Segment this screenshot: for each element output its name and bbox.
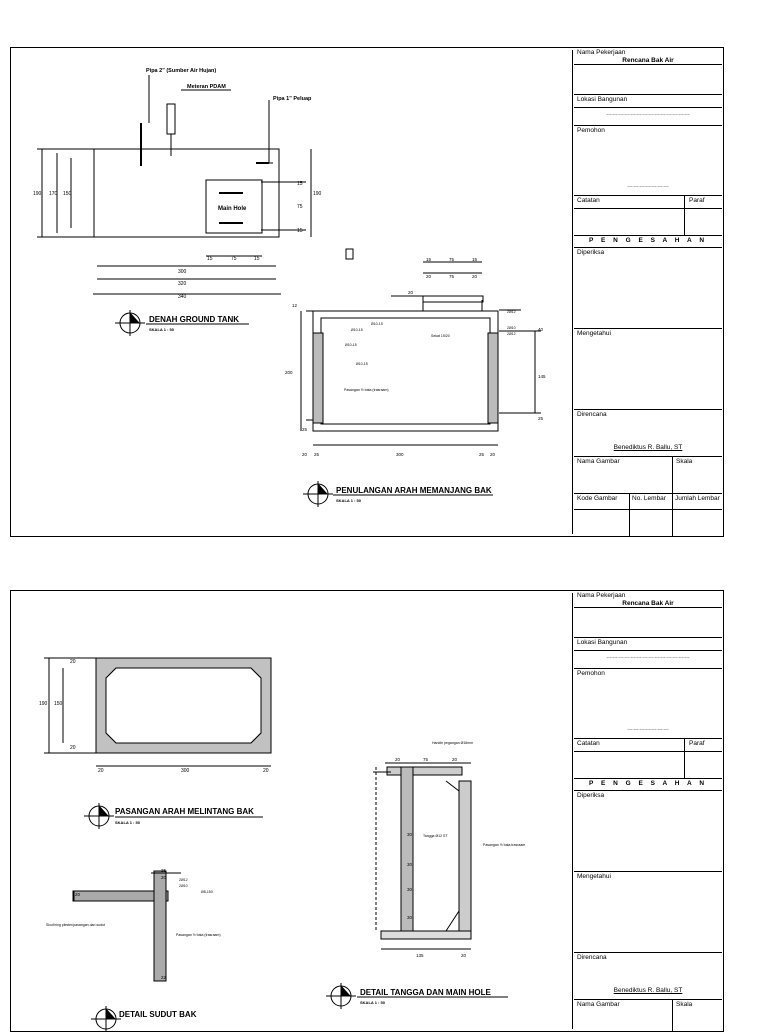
sec-bot-20: 20 bbox=[302, 452, 308, 457]
tb-lokasi-value: …………………………………… bbox=[606, 111, 690, 117]
tb-row-pemohon bbox=[574, 126, 722, 196]
tb2-row-spacer bbox=[574, 608, 722, 638]
tb2-vline bbox=[684, 739, 685, 751]
tb-pemohon-sign: ………………… bbox=[627, 183, 669, 189]
dim-190: 190 bbox=[33, 191, 42, 197]
marker-square bbox=[346, 249, 353, 259]
tb2-nama-label: Nama Pekerjaan bbox=[577, 592, 626, 599]
tb2-row-nama-gambar bbox=[574, 1000, 722, 1031]
stair-b-20: 20 bbox=[461, 953, 467, 958]
s2-dim-b20b: 20 bbox=[263, 768, 269, 774]
sec-20: 20 bbox=[408, 290, 414, 295]
stair-detail bbox=[373, 763, 471, 949]
sec-25: 25 bbox=[538, 416, 544, 421]
meter-label: Meteran PDAM bbox=[187, 84, 226, 90]
tb-row-catatan-body bbox=[574, 209, 722, 236]
tb-row-diperiksa bbox=[574, 248, 722, 329]
sec-top2-75: 75 bbox=[449, 274, 455, 279]
tb-lokasi-label: Lokasi Bangunan bbox=[577, 96, 628, 103]
dim-right-190: 190 bbox=[313, 191, 322, 197]
stair-title: DETAIL TANGGA DAN MAIN HOLE bbox=[360, 988, 491, 997]
sec-bot-25b: 25 bbox=[479, 452, 485, 457]
stair-step-3: 30 bbox=[407, 887, 413, 892]
rebar-1: Ø10-15 bbox=[371, 322, 383, 326]
s2-dim-20-top: 20 bbox=[70, 659, 76, 665]
corner-dim-1: 20 bbox=[75, 892, 81, 897]
dim-b-15: 15 bbox=[207, 256, 213, 262]
tb-jumlah-label: Jumlah Lembar bbox=[675, 495, 720, 502]
stair-top-20: 20 bbox=[395, 757, 401, 762]
stair-handle: Handle pegangan Ø16mm bbox=[432, 741, 474, 745]
tb2-row-mengetahui bbox=[574, 872, 722, 953]
sec-top2-20b: 20 bbox=[472, 274, 478, 279]
sheet2-drawing bbox=[11, 591, 573, 1031]
rebar-3: Ø10-15 bbox=[345, 343, 357, 347]
tb2-mengetahui-label: Mengetahui bbox=[577, 873, 611, 880]
dim-mh-15a: 15 bbox=[297, 181, 303, 187]
tb2-row-catatan-body bbox=[574, 752, 722, 779]
tb-nama-label: Nama Pekerjaan bbox=[577, 49, 626, 56]
stair-b-135: 135 bbox=[416, 953, 424, 958]
tb-row-nama-gambar bbox=[574, 457, 722, 494]
tb-pengesahan: P E N G E S A H A N bbox=[588, 237, 708, 244]
cross-plan bbox=[44, 658, 271, 766]
plan-scale-1: SKALA 1 : 50 bbox=[149, 327, 174, 332]
tb-direncana-label: Direncana bbox=[577, 411, 607, 418]
sec-25-left: 25 bbox=[302, 427, 308, 432]
sheet1-drawing bbox=[11, 48, 573, 536]
tb2-row-pemohon bbox=[574, 669, 722, 739]
tb2-pemohon-label: Pemohon bbox=[577, 670, 605, 677]
rebar-2: Ø10-15 bbox=[351, 328, 363, 332]
stair-tangga: Tangga Ø12 ST bbox=[423, 834, 448, 838]
sec-200: 200 bbox=[285, 370, 293, 375]
rebar-right-3: 2Ø12 bbox=[507, 332, 516, 336]
sec-bot-20b: 20 bbox=[490, 452, 496, 457]
tb-vline bbox=[672, 494, 673, 536]
sekat-label: Sekat 15/20 bbox=[431, 334, 450, 338]
tb2-pengesahan: P E N G E S A H A N bbox=[588, 780, 708, 787]
tb-diperiksa-label: Diperiksa bbox=[577, 249, 605, 256]
tb2-lokasi-value: …………………………………… bbox=[606, 654, 690, 660]
dim-150: 150 bbox=[63, 191, 72, 197]
tb-catatan-label: Catatan bbox=[577, 197, 600, 204]
dim-b-75: 75 bbox=[231, 256, 237, 262]
tb2-row-lokasi-val bbox=[574, 651, 722, 669]
stair-step-1: 30 bbox=[407, 832, 413, 837]
sec-12: 12 bbox=[292, 303, 298, 308]
section-scale: SKALA 1 : 50 bbox=[336, 498, 361, 503]
sec-top-75: 75 bbox=[449, 257, 455, 262]
dim-b-15b: 15 bbox=[254, 256, 260, 262]
north-symbol-1 bbox=[115, 310, 145, 336]
rebar-right-1: 2Ø12 bbox=[507, 310, 516, 314]
tb-no-lembar-label: No. Lembar bbox=[632, 495, 666, 502]
tb-vline bbox=[684, 196, 685, 208]
dim-mh-75: 75 bbox=[297, 204, 303, 210]
dim-340: 340 bbox=[178, 294, 187, 300]
corner-lbl-2: 2Ø10 bbox=[179, 884, 188, 888]
s2-dim-b300: 300 bbox=[181, 768, 190, 774]
tb2-nama-value: Rencana Bak Air bbox=[622, 600, 674, 607]
tb-row-mengetahui bbox=[574, 329, 722, 410]
rebar-4: Ø10-15 bbox=[356, 362, 368, 366]
corner-title: DETAIL SUDUT BAK bbox=[119, 1010, 197, 1019]
tb-row-kode bbox=[574, 494, 722, 510]
stair-step-4: 30 bbox=[407, 915, 413, 920]
pasangan-label: Pasangan ½ bata (trasraam) bbox=[344, 388, 389, 392]
tb-row-spacer bbox=[574, 65, 722, 95]
tb2-row-direncana bbox=[574, 953, 722, 1000]
s2-dim-20-bot: 20 bbox=[70, 745, 76, 751]
s2-dim-150: 150 bbox=[54, 701, 63, 707]
tb2-row-nama bbox=[574, 591, 722, 608]
tb-pemohon-label: Pemohon bbox=[577, 127, 605, 134]
tb2-vline bbox=[684, 752, 685, 778]
drawing-sheet-1 bbox=[10, 47, 724, 537]
tb2-row-lokasi bbox=[574, 638, 722, 651]
tb2-lokasi-label: Lokasi Bangunan bbox=[577, 639, 628, 646]
tb-vline bbox=[672, 457, 673, 493]
plan-title-1: DENAH GROUND TANK bbox=[149, 315, 240, 324]
tb2-vline bbox=[672, 1000, 673, 1031]
north-symbol-5 bbox=[326, 983, 356, 1009]
tb-direncana-name: Benediktus R. Ballu, ST bbox=[613, 444, 683, 451]
tb-row-direncana bbox=[574, 410, 722, 457]
tb-vline bbox=[684, 209, 685, 235]
manhole-label: Main Hole bbox=[218, 206, 247, 212]
dim-300: 300 bbox=[178, 269, 187, 275]
sec-145: 145 bbox=[538, 374, 546, 379]
tb2-pemohon-sign: ………………… bbox=[627, 726, 669, 732]
tank-outline bbox=[94, 149, 279, 237]
tb2-row-pengesahan bbox=[574, 779, 722, 791]
tb-kode-label: Kode Gambar bbox=[577, 495, 618, 502]
sec-top-15: 15 bbox=[426, 257, 432, 262]
tb2-nama-gambar-label: Nama Gambar bbox=[577, 1001, 620, 1008]
s2-dim-b20: 20 bbox=[98, 768, 104, 774]
pipe-overflow-label: Pipa 1" Peluap bbox=[273, 96, 312, 102]
tb-paraf-label: Paraf bbox=[689, 197, 705, 204]
corner-pas: Pasangan ½ bata (trasraam) bbox=[176, 933, 221, 937]
corner-dim-3: 22 bbox=[161, 975, 167, 980]
tb-mengetahui-label: Mengetahui bbox=[577, 330, 611, 337]
sec-40: 40 bbox=[538, 327, 544, 332]
corner-note: Sloof/ring plester/pasangan dari sudut bbox=[46, 923, 105, 927]
tb2-diperiksa-label: Diperiksa bbox=[577, 792, 605, 799]
sec-bot-25: 25 bbox=[314, 452, 320, 457]
section-view bbox=[301, 262, 541, 445]
tb-nama-value: Rencana Bak Air bbox=[622, 57, 674, 64]
tb2-catatan-label: Catatan bbox=[577, 740, 600, 747]
tb-skala-label: Skala bbox=[676, 458, 693, 465]
tb-row-lokasi bbox=[574, 95, 722, 108]
tb2-direncana-label: Direncana bbox=[577, 954, 607, 961]
corner-dim-2: 20 bbox=[161, 875, 167, 880]
tb-row-lokasi-val bbox=[574, 108, 722, 126]
tb-row-pengesahan bbox=[574, 236, 722, 248]
tb-vline bbox=[629, 494, 630, 536]
s2-dim-190: 190 bbox=[39, 701, 48, 707]
s2-plan-title: PASANGAN ARAH MELINTANG BAK bbox=[115, 807, 254, 816]
tb2-row-diperiksa bbox=[574, 791, 722, 872]
drawing-sheet-2 bbox=[10, 590, 724, 1032]
north-symbol-2 bbox=[303, 481, 333, 507]
meter-box bbox=[167, 104, 175, 134]
section-title: PENULANGAN ARAH MEMANJANG BAK bbox=[336, 486, 492, 495]
corner-lbl-3: Ø8-150 bbox=[201, 890, 213, 894]
north-symbol-4 bbox=[91, 1006, 121, 1031]
tb2-paraf-label: Paraf bbox=[689, 740, 705, 747]
stair-scale: SKALA 1 : 50 bbox=[360, 1000, 385, 1005]
tb2-row-catatan bbox=[574, 739, 722, 752]
rebar-right-2: 2Ø10 bbox=[507, 326, 516, 330]
dim-320: 320 bbox=[178, 281, 187, 287]
sec-top2-20: 20 bbox=[426, 274, 432, 279]
tb2-direncana-name: Benediktus R. Ballu, ST bbox=[613, 987, 683, 994]
corner-lbl-1: 2Ø12 bbox=[179, 878, 188, 882]
corner-dim-4: 25 bbox=[161, 868, 167, 873]
stair-top-75: 75 bbox=[423, 757, 429, 762]
sec-bot-300: 300 bbox=[396, 452, 404, 457]
dim-170: 170 bbox=[49, 191, 58, 197]
pipe-rain-label: Pipa 2" (Sumber Air Hujan) bbox=[146, 68, 217, 74]
s2-plan-scale: SKALA 1 : 50 bbox=[115, 820, 140, 825]
stair-top-20b: 20 bbox=[452, 757, 458, 762]
tb-row-catatan bbox=[574, 196, 722, 209]
tb2-skala-label: Skala bbox=[676, 1001, 693, 1008]
tb-row-nama bbox=[574, 48, 722, 65]
dim-mh-15b: 15 bbox=[297, 228, 303, 234]
tb-nama-gambar-label: Nama Gambar bbox=[577, 458, 620, 465]
sec-top-15b: 15 bbox=[472, 257, 478, 262]
stair-pas: Pasangan ½ bata trasraam bbox=[483, 843, 526, 847]
north-symbol-3 bbox=[84, 803, 114, 829]
stair-step-2: 30 bbox=[407, 862, 413, 867]
